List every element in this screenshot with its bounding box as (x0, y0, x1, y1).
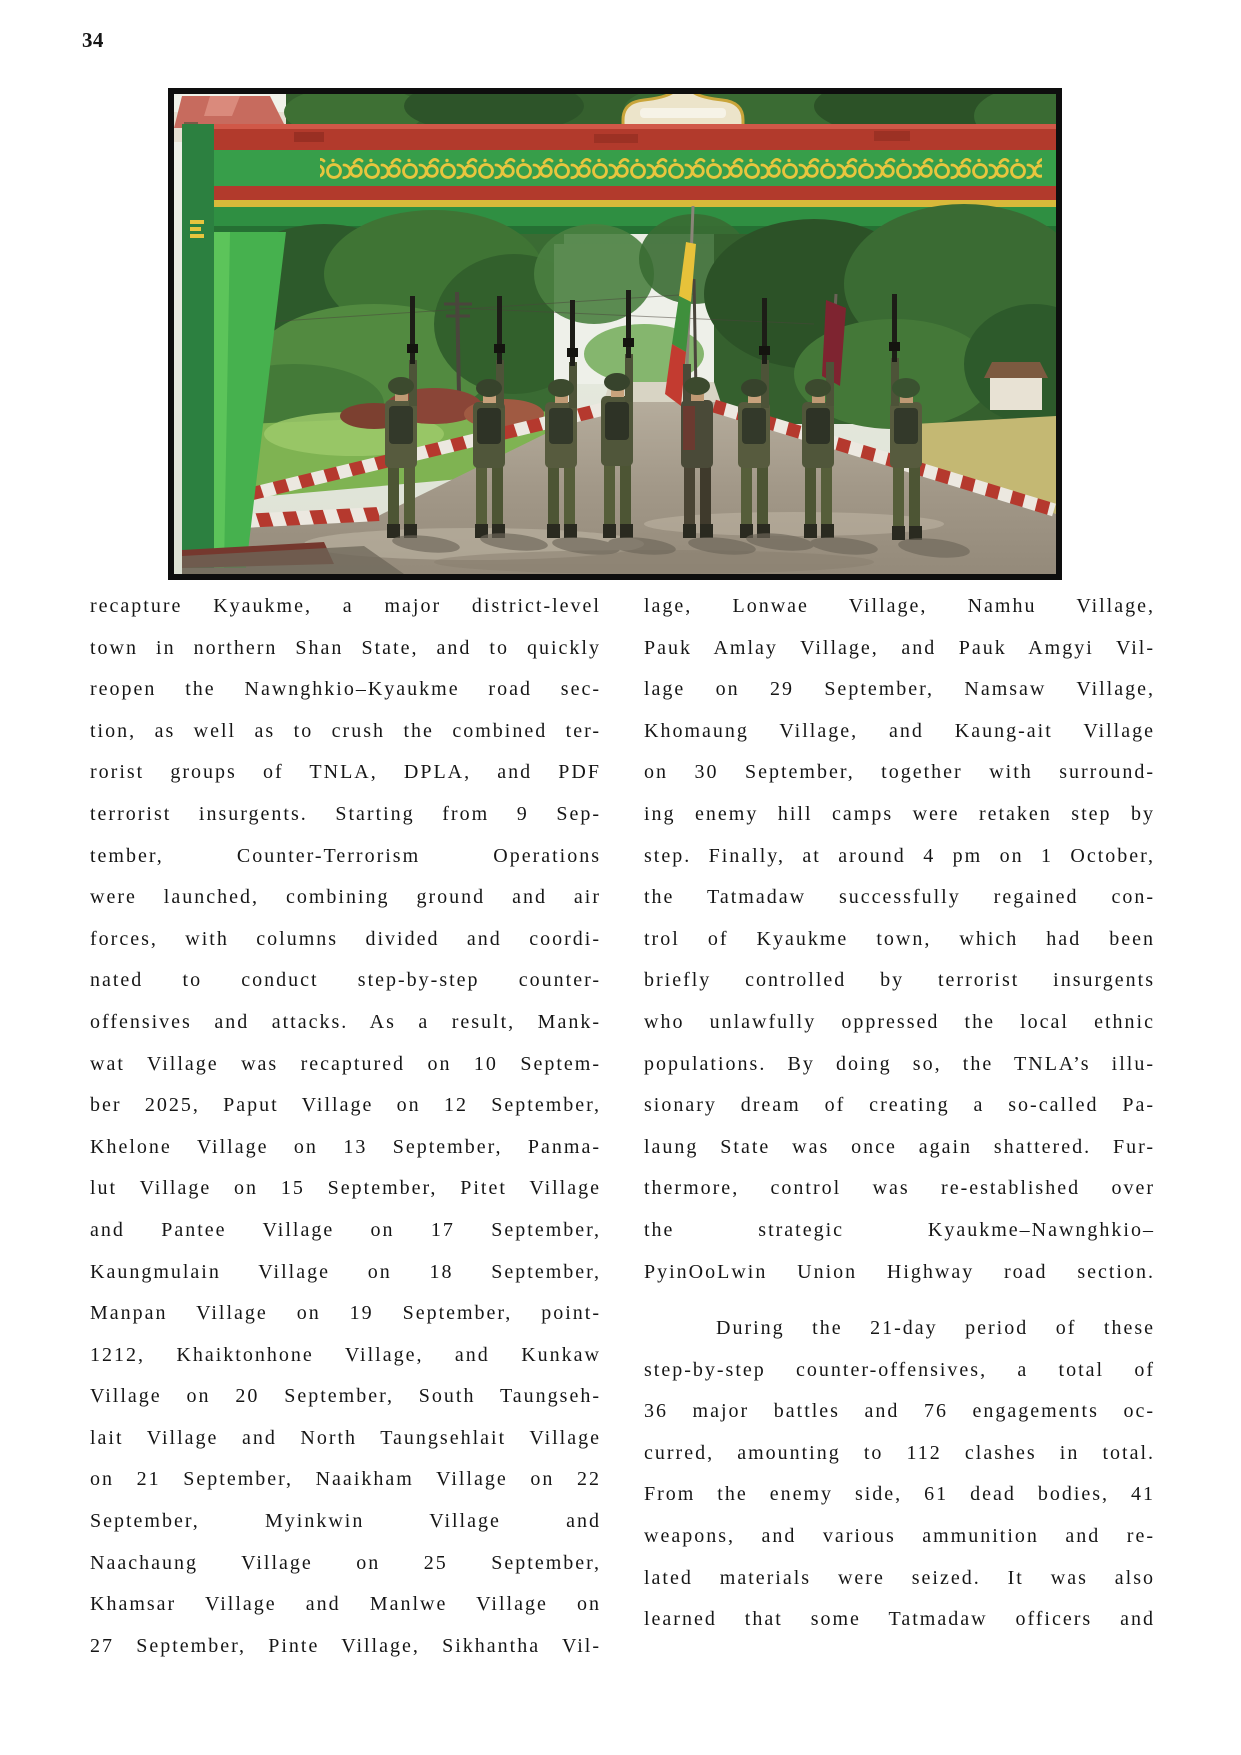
text-line: terrorist insurgents. Starting from 9 Sep- (90, 802, 601, 825)
paragraph (90, 586, 601, 1667)
text-line: thermore, control was re-established over (644, 1177, 1155, 1200)
text-line: recapture Kyaukme, a major district-level (90, 595, 601, 617)
text-line: Khelone Village on 13 September, Panma- (90, 1135, 601, 1158)
text-line: 36 major battles and 76 engagements oc- (644, 1400, 1155, 1423)
text-line: lage, Lonwae Village, Namhu Village, (644, 595, 1155, 617)
article-columns (90, 586, 1155, 1667)
text-line: Kaungmulain Village on 18 September, (90, 1260, 601, 1283)
text-line: ber 2025, Paput Village on 12 September, (90, 1094, 601, 1117)
text-line: 27 September, Pinte Village, Sikhantha Vil- (90, 1634, 601, 1657)
text-line: and Pantee Village on 17 September, (90, 1218, 601, 1241)
text-line: on 21 September, Naaikham Village on 22 (90, 1468, 601, 1491)
text-line: learned that some Tatmadaw officers and (644, 1608, 1155, 1631)
text-line: town in northern Shan State, and to quickly (90, 636, 601, 659)
text-line: forces, with columns divided and coordi- (90, 927, 601, 950)
text-line: September, Myinkwin Village and (90, 1510, 601, 1533)
text-line: laung State was once again shattered. Fur- (644, 1135, 1155, 1158)
text-line: on 30 September, together with surround- (644, 761, 1155, 784)
text-line: trol of Kyaukme town, which had been (644, 927, 1155, 950)
text-line: briefly controlled by terrorist insurgents (644, 969, 1155, 992)
text-line: Khomaung Village, and Kaung-ait Village (644, 719, 1155, 742)
text-line: Manpan Village on 19 September, point- (90, 1302, 601, 1325)
text-line: weapons, and various ammunition and re- (644, 1525, 1155, 1548)
text-line: were launched, combining ground and air (90, 886, 601, 909)
paragraph (644, 1308, 1155, 1641)
text-line: nated to conduct step-by-step counter- (90, 969, 601, 992)
column-left (90, 586, 601, 1667)
text-line: offensives and attacks. As a result, Mank- (90, 1010, 601, 1033)
text-line: tember, Counter-Terrorism Operations (90, 844, 601, 867)
text-line: ing enemy hill camps were retaken step by (644, 802, 1155, 825)
text-line: lut Village on 15 September, Pitet Village (90, 1177, 601, 1200)
text-line: curred, amounting to 112 clashes in total. (644, 1441, 1155, 1464)
photo-illustration (174, 94, 1056, 574)
text-line: lait Village and North Taungsehlait Village (90, 1426, 601, 1449)
text-line: step-by-step counter-offensives, a total of (644, 1358, 1155, 1381)
text-line: wat Village was recaptured on 10 Septem- (90, 1052, 601, 1075)
text-line: rorist groups of TNLA, DPLA, and PDF (90, 761, 601, 784)
text-line: Village on 20 September, South Taungseh- (90, 1385, 601, 1408)
text-line: the strategic Kyaukme–Nawnghkio– (644, 1218, 1155, 1241)
gate-inscription (320, 152, 1042, 182)
column-right (644, 586, 1155, 1667)
distant-house (984, 362, 1048, 410)
text-line: Khamsar Village and Manlwe Village on (90, 1593, 601, 1616)
text-line: populations. By doing so, the TNLA’s illu- (644, 1052, 1155, 1075)
text-line: lage on 29 September, Namsaw Village, (644, 678, 1155, 701)
text-line: lated materials were seized. It was also (644, 1566, 1155, 1589)
text-line: Naachaung Village on 25 September, (90, 1551, 601, 1574)
text-line: Pauk Amlay Village, and Pauk Amgyi Vil- (644, 636, 1155, 659)
page-number: 34 (82, 28, 104, 52)
text-line: During the 21-day period of these (716, 1317, 1155, 1340)
text-line: 1212, Khaiktonhone Village, and Kunkaw (90, 1343, 601, 1366)
photo-figure (168, 88, 1062, 580)
text-line: the Tatmadaw successfully regained con- (644, 886, 1155, 909)
text-line: who unlawfully oppressed the local ethnic (644, 1010, 1155, 1033)
text-line: tion, as well as to crush the combined ter- (90, 719, 601, 742)
text-line: reopen the Nawnghkio–Kyaukme road sec- (90, 678, 601, 701)
text-line: step. Finally, at around 4 pm on 1 October, (644, 844, 1155, 867)
text-line: From the enemy side, 61 dead bodies, 41 (644, 1483, 1155, 1506)
text-line: sionary dream of creating a so-called Pa- (644, 1094, 1155, 1117)
paragraph (644, 586, 1155, 1293)
text-line: PyinOoLwin Union Highway road section. (644, 1260, 1155, 1283)
